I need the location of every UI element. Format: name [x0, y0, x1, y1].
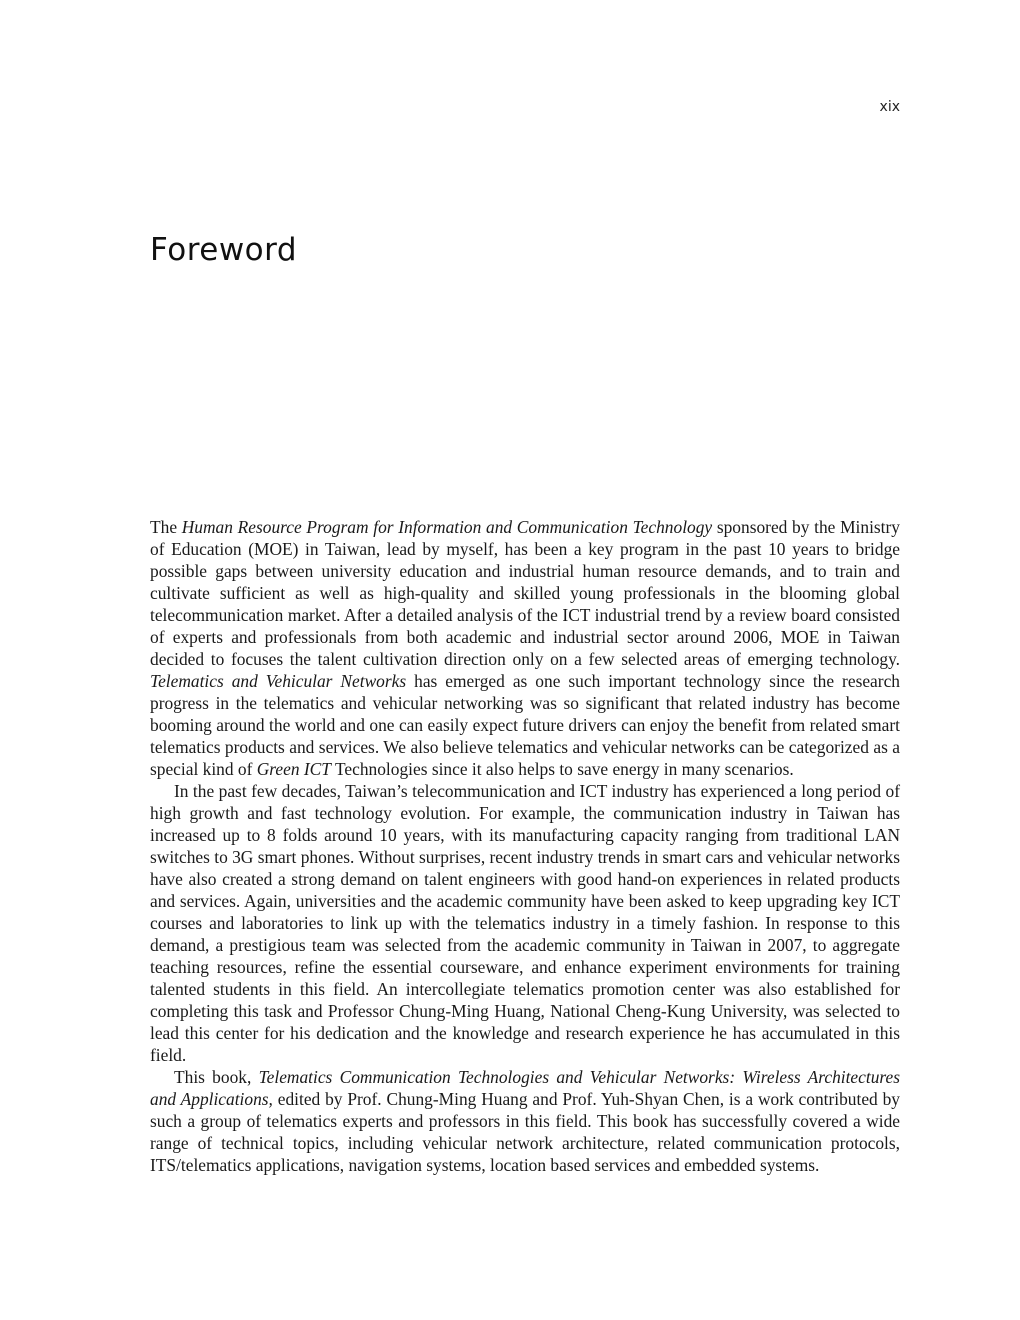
foreword-body: [150, 516, 900, 1176]
page-number: xix: [879, 99, 900, 115]
text-segment: has emerged as one such important technology since the research progress in the telematics and vehicular networking was so significant that related industry has become booming around the world and one can easily expect future drivers can enjoy the benefit from related smart telematics products and services. We also believe telematics and vehicular networks can be categorized as a special kind of: [150, 671, 900, 779]
topic-italic: Telematics and Vehicular Networks: [150, 671, 407, 691]
text-segment: Technologies since it also helps to save energy in many scenarios.: [330, 759, 794, 779]
paragraph-1: [150, 516, 900, 780]
program-name-italic: Human Resource Program for Information and Communication Technology: [181, 517, 713, 537]
paragraph-3: [150, 1066, 900, 1176]
paragraph-2: [150, 780, 900, 1066]
chapter-title: Foreword: [150, 232, 298, 268]
text-segment: The: [150, 517, 182, 537]
text-segment: This book,: [174, 1067, 259, 1087]
book-title-italic: Telematics Communication Technologies and Vehicular Networks: Wireless Architectures and Applications,: [150, 1067, 900, 1109]
text-segment: In the past few decades, Taiwan’s telecommunication and ICT industry has experienced a long period of high growth and fast technology evolution. For example, the communication industry in Taiwan has increased up to 8 folds around 10 years, with its manufacturing capacity ranging from traditional LAN switches to 3G smart phones. Without surprises, recent industry trends in smart cars and vehicular networks have also created a strong demand on talent engineers with good hand-on experiences in related products and services. Again, universities and the academic community have been asked to keep upgrading key ICT courses and laboratories to link up with the telematics industry in a timely fashion. In response to this demand, a prestigious team was selected from the academic community in Taiwan in 2007, to aggregate teaching resources, refine the essential courseware, and enhance experiment environments for training talented students in this field. An intercollegiate telematics promotion center was also established for completing this task and Professor Chung-Ming Huang, National Cheng-Kung University, was selected to lead this center for his dedication and the knowledge and research experience he has accumulated in this field.: [150, 781, 900, 1065]
text-segment: edited by Prof. Chung-Ming Huang and Prof. Yuh-Shyan Chen, is a work contributed by such a group of telematics experts and professors in this field. This book has successfully covered a wide range of technical topics, including vehicular network architecture, related communication protocols, ITS/telematics applications, navigation systems, location based services and embedded systems.: [150, 1089, 900, 1175]
text-segment: sponsored by the Ministry of Education (MOE) in Taiwan, lead by myself, has been a key program in the past 10 years to bridge possible gaps between university education and industrial human resource demands, and to train and cultivate sufficient as well as high-quality and skilled young professionals in the blooming global telecommunication market. After a detailed analysis of the ICT industrial trend by a review board consisted of experts and professionals from both academic and industrial sector around 2006, MOE in Taiwan decided to focuses the talent cultivation direction only on a few selected areas of emerging technology.: [150, 517, 900, 669]
green-ict-italic: Green ICT: [256, 759, 331, 779]
